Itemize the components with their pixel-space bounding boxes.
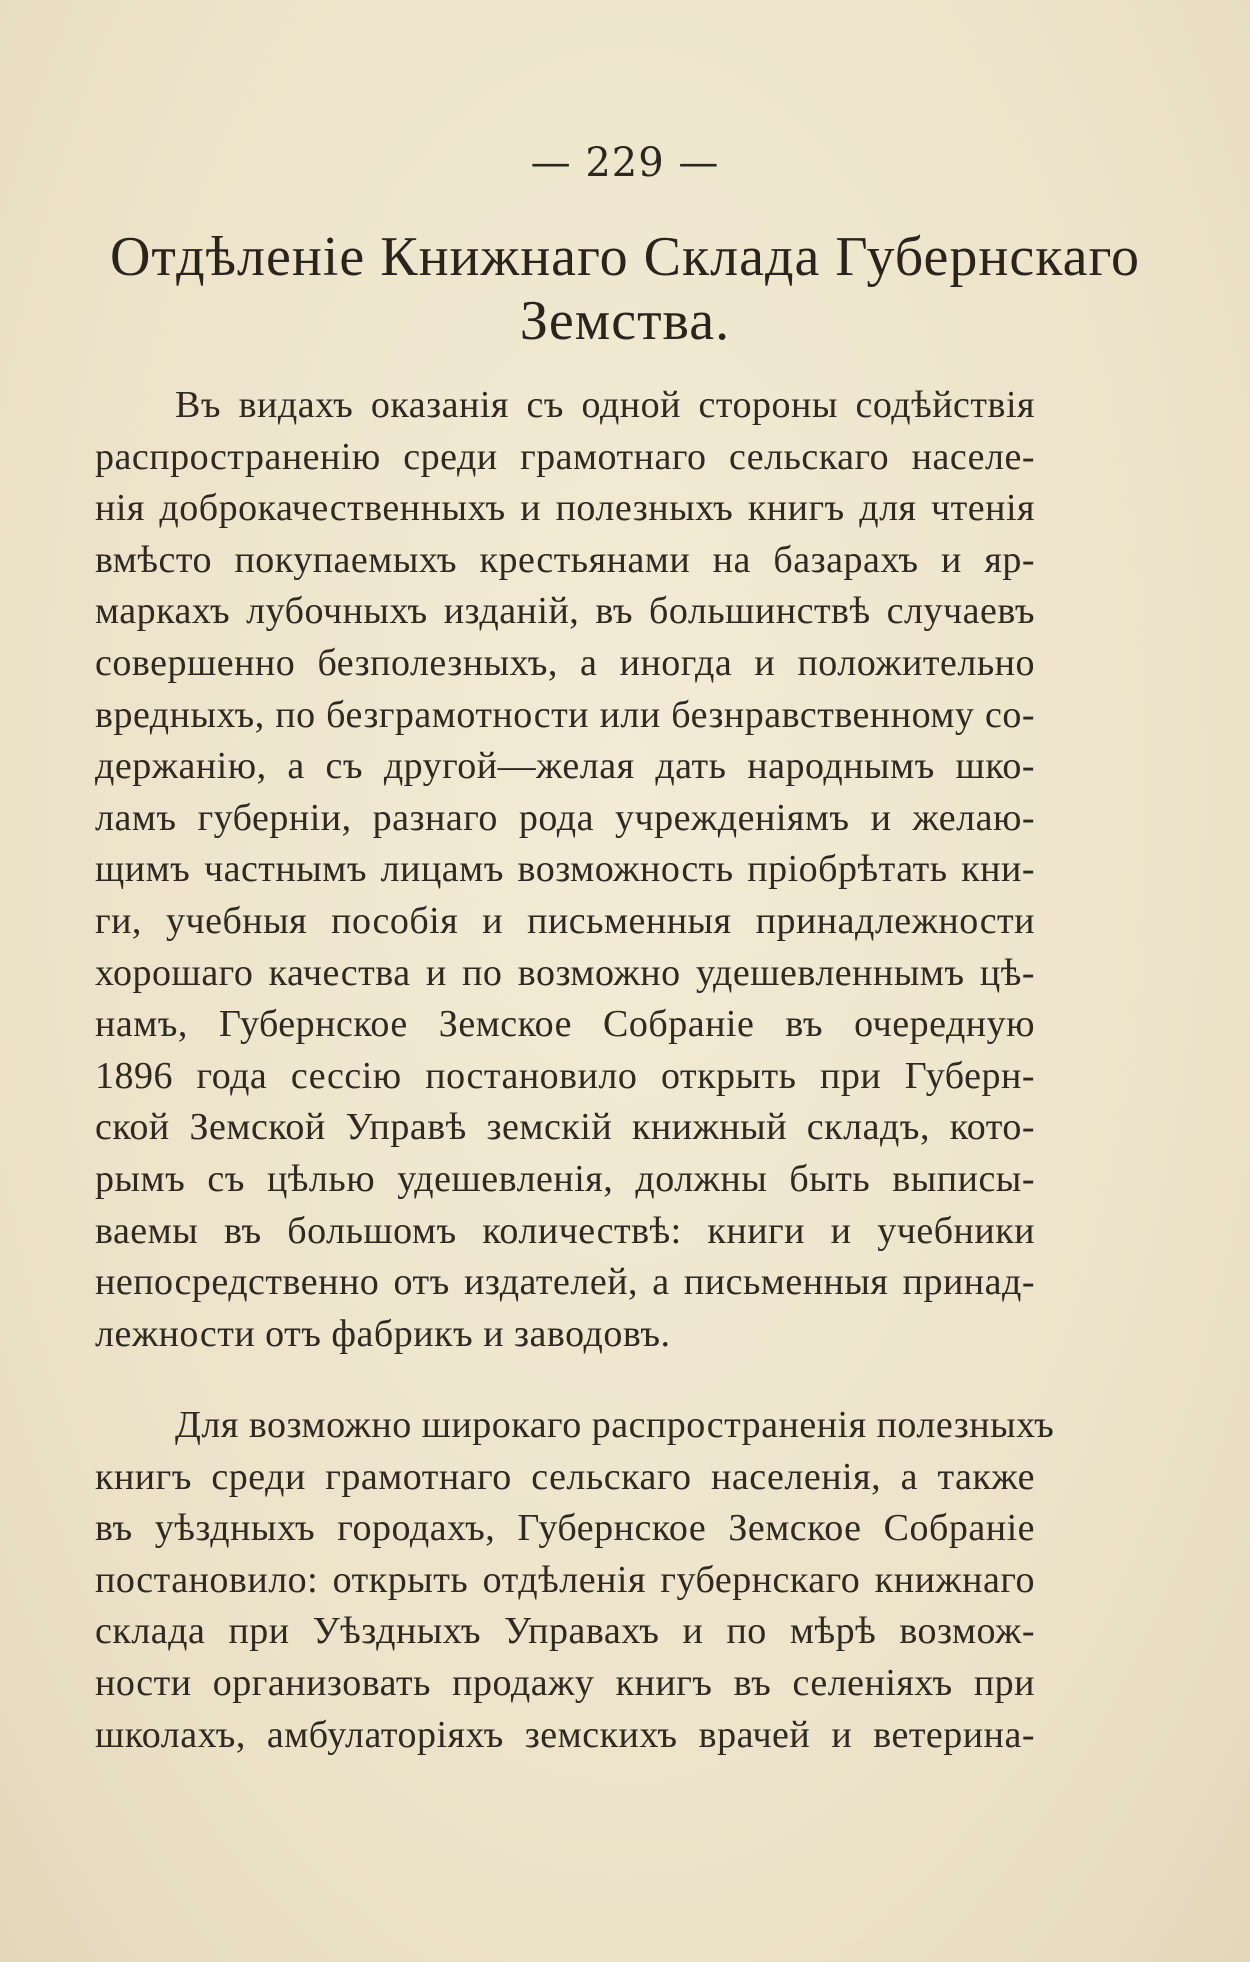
text-line: склада при Уѣздныхъ Управахъ и по мѣрѣ возмож- — [95, 1610, 1035, 1653]
text-line: ваемы въ большомъ количествѣ: книги и учебники — [95, 1209, 1035, 1252]
section-title — [90, 225, 1160, 353]
text-line: постановило: открыть отдѣленія губернскаго книжнаго — [95, 1558, 1035, 1601]
text-line: Для возможно широкаго распространенія полезныхъ — [175, 1404, 1055, 1446]
text-line: маркахъ лубочныхъ изданій, въ большинствѣ случаевъ — [95, 590, 1035, 633]
page-number: — 229 — — [530, 140, 720, 186]
text-line: вмѣсто покупаемыхъ крестьянами на базарахъ и яр- — [95, 538, 1035, 581]
text-line: держанію, а съ другой—желая дать народнымъ шко- — [95, 745, 1035, 788]
text-line: непосредственно отъ издателей, а письменныя принад- — [95, 1261, 1035, 1304]
text-line: лежности отъ фабрикъ и заводовъ. — [95, 1312, 671, 1355]
text-line: Въ видахъ оказанія съ одной стороны содѣйствія — [175, 384, 1035, 426]
text-line: ности организовать продажу книгъ въ селеніяхъ при — [95, 1661, 1035, 1704]
text-line: рымъ съ цѣлью удешевленія, должны быть выписы- — [95, 1157, 1035, 1200]
text-line: 1896 года сессію постановило открыть при Губерн- — [95, 1054, 1035, 1097]
text-line: въ уѣздныхъ городахъ, Губернское Земское Собраніе — [95, 1507, 1035, 1550]
text-line: вредныхъ, по безграмотности или безнравственному со- — [95, 693, 1035, 736]
paragraph-1 — [95, 380, 1035, 1360]
text-line: распространенію среди грамотнаго сельскаго населе- — [95, 435, 1035, 478]
text-line: ги, учебныя пособія и письменныя принадлежности — [95, 899, 1035, 942]
text-line: совершенно безполезныхъ, а иногда и положительно — [95, 641, 1035, 684]
text-line: ской Земской Управѣ земскій книжный складъ, кото- — [95, 1106, 1035, 1149]
title-line: Отдѣленіе Книжнаго Склада Губернскаго — [109, 226, 1141, 288]
text-line: намъ, Губернское Земское Собраніе въ очередную — [95, 1003, 1035, 1046]
text-line: щимъ частнымъ лицамъ возможность пріобрѣтать кни- — [95, 848, 1035, 891]
title-line: Земства. — [519, 290, 731, 352]
text-line: книгъ среди грамотнаго сельскаго населенія, а также — [95, 1455, 1035, 1498]
paragraph-2 — [95, 1400, 1055, 1761]
text-line: ламъ губерніи, разнаго рода учрежденіямъ и желаю- — [95, 796, 1035, 839]
text-line: нія доброкачественныхъ и полезныхъ книгъ для чтенія — [95, 487, 1035, 530]
text-line: хорошаго качества и по возможно удешевленнымъ цѣ- — [95, 951, 1035, 994]
text-line: школахъ, амбулаторіяхъ земскихъ врачей и ветерина- — [95, 1713, 1035, 1756]
